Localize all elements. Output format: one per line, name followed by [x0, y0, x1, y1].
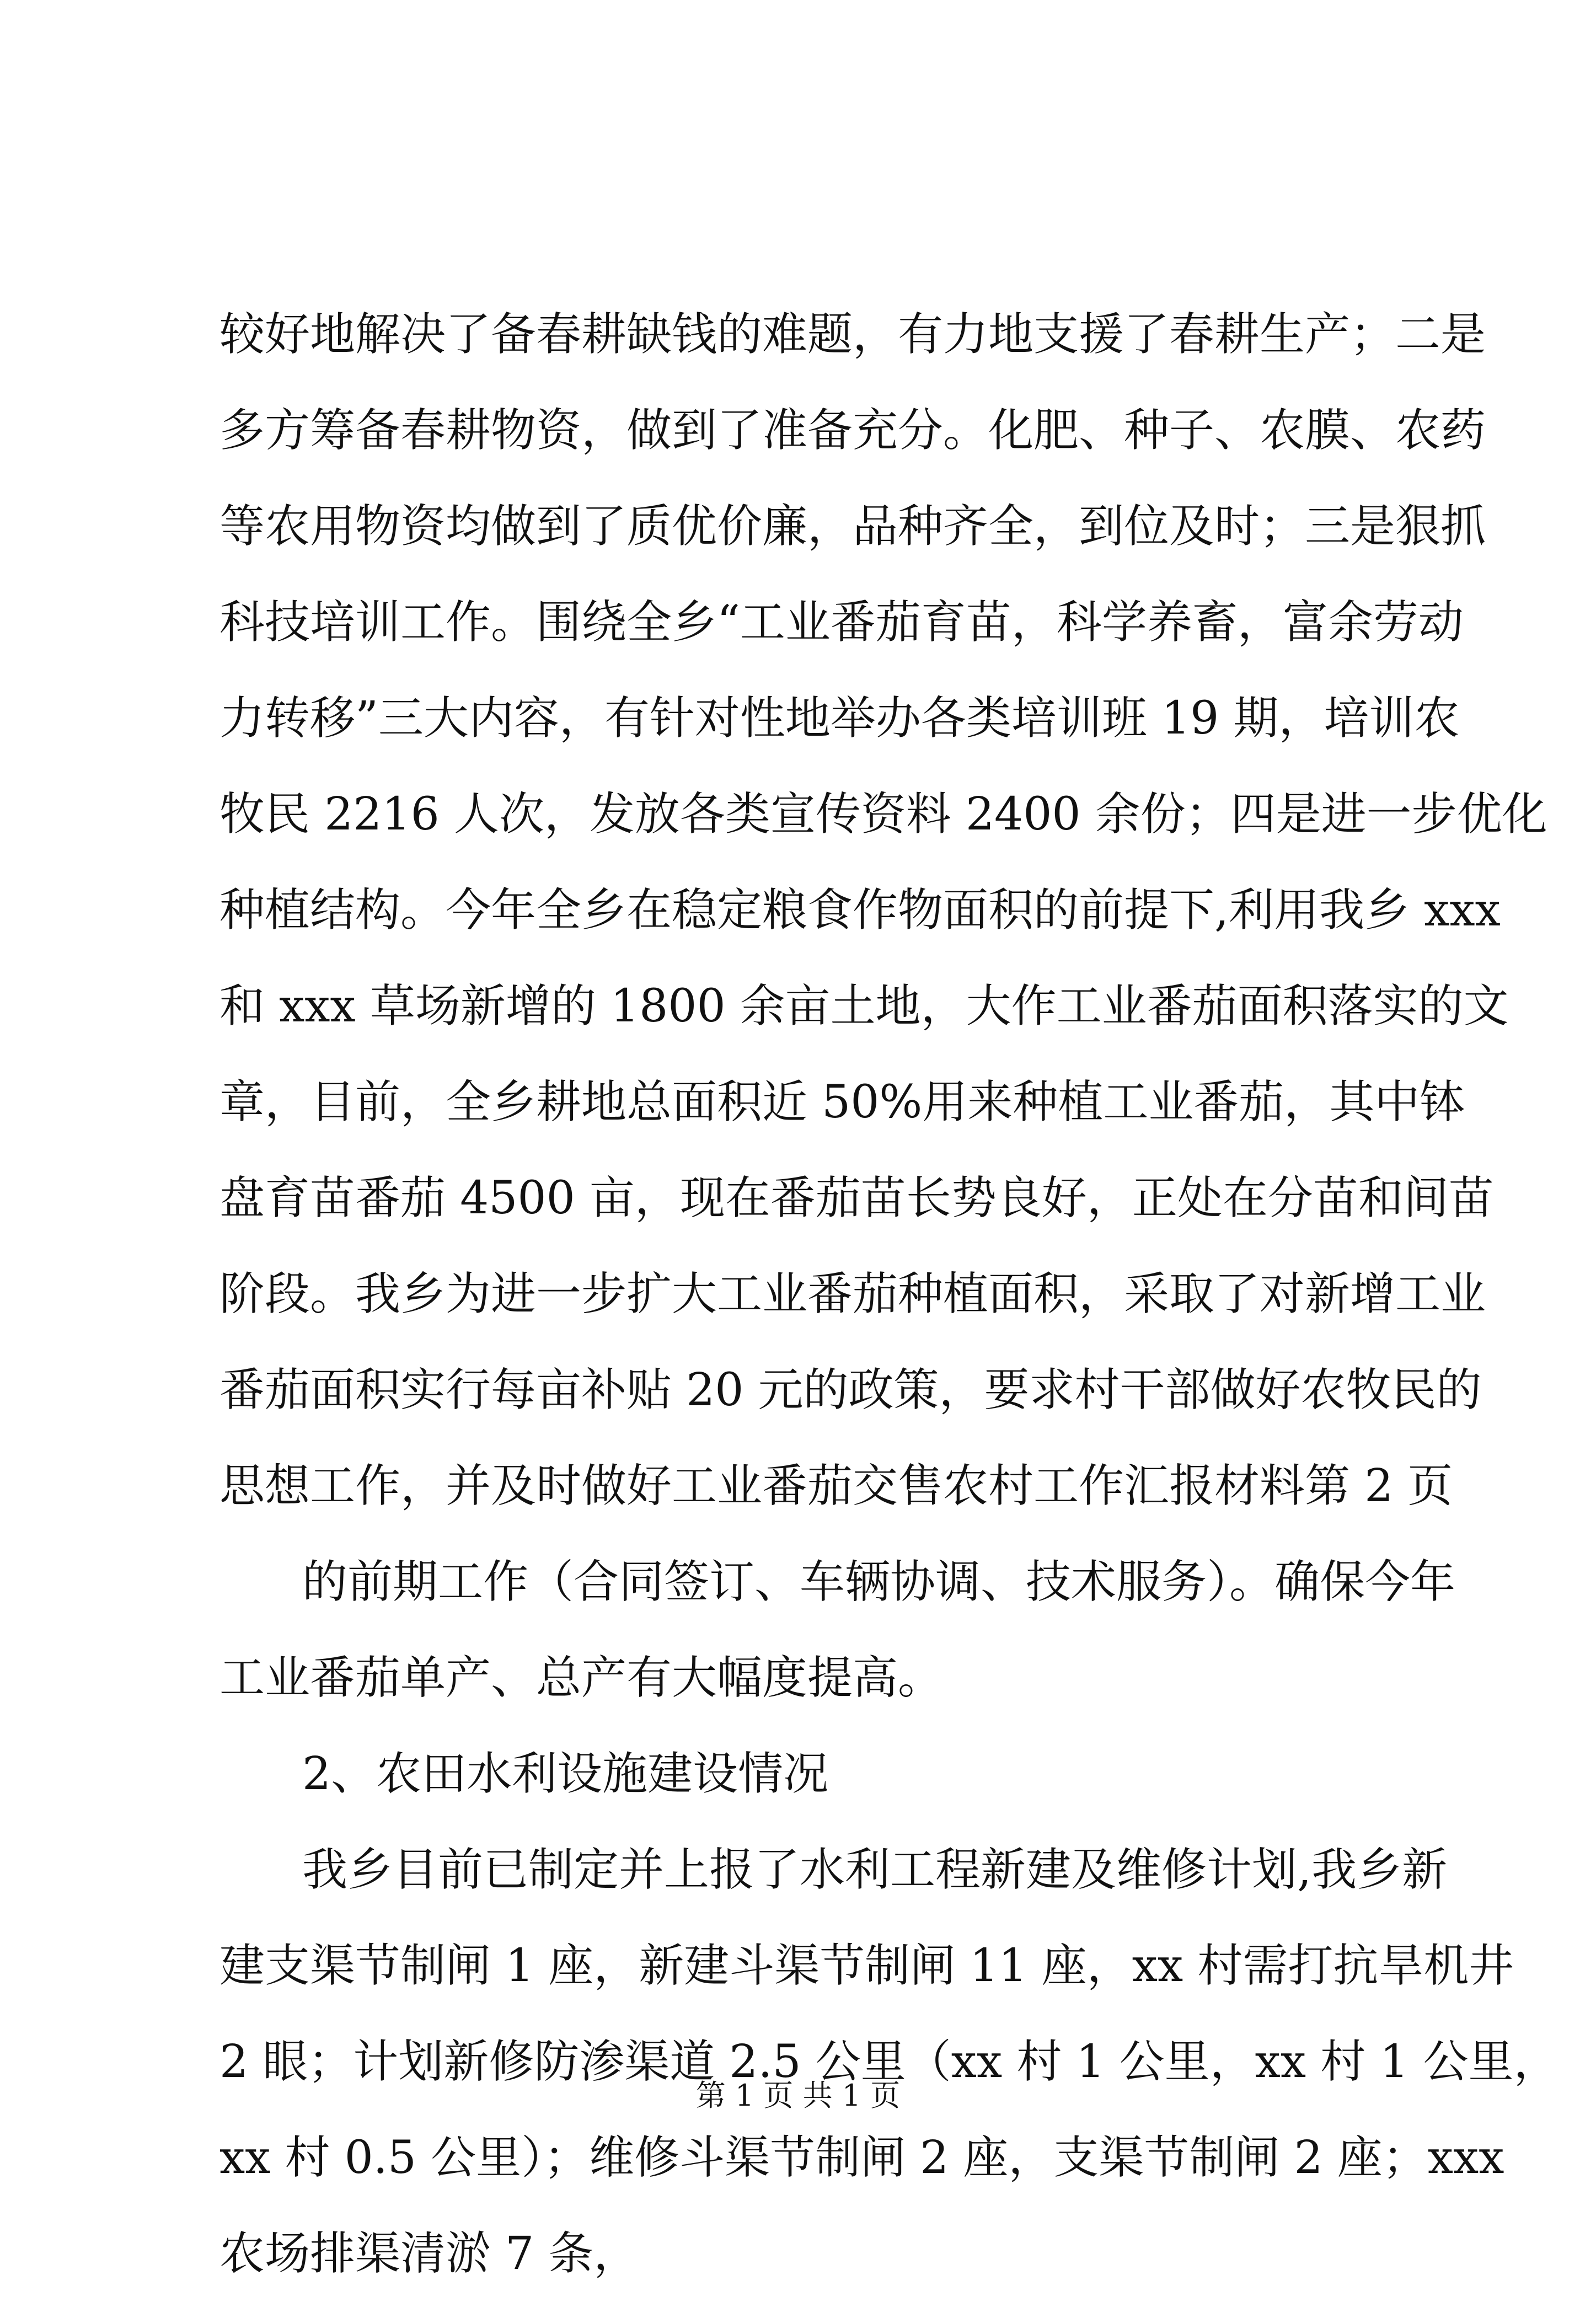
- text-line: 建支渠节制闸 1 座，新建斗渠节制闸 11 座，xx 村需打抗旱机井: [219, 1940, 1514, 1992]
- text-line: 力转移”三大内容，有针对性地举办各类培训班 19 期，培训农: [219, 692, 1460, 745]
- paragraph-start-line: 的前期工作（合同签订、车辆协调、技术服务）。确保今年: [302, 1556, 1456, 1608]
- text-line: 番茄面积实行每亩补贴 20 元的政策，要求村干部做好农牧民的: [219, 1364, 1482, 1416]
- text-line: xx 村 0.5 公里）；维修斗渠节制闸 2 座，支渠节制闸 2 座；xxx: [219, 2132, 1504, 2184]
- text-line: 阶段。我乡为进一步扩大工业番茄种植面积，采取了对新增工业: [219, 1268, 1486, 1320]
- text-line: 较好地解决了备春耕缺钱的难题，有力地支援了春耕生产；二是: [219, 308, 1486, 361]
- document-body: [219, 287, 1559, 2302]
- text-line: 种植结构。今年全乡在稳定粮食作物面积的前提下,利用我乡 xxx: [219, 884, 1501, 936]
- text-line: 科技培训工作。围绕全乡“工业番茄育苗，科学养畜，富余劳动: [219, 596, 1464, 649]
- text-line: 和 xxx 草场新增的 1800 余亩土地，大作工业番茄面积落实的文: [219, 980, 1509, 1032]
- page-footer: [0, 2074, 1596, 2118]
- section-heading: 2、农田水利设施建设情况: [302, 1748, 829, 1800]
- text-line: 农场排渠清淤 7 条，: [219, 2228, 639, 2280]
- text-line: 盘育苗番茄 4500 亩，现在番茄苗长势良好，正处在分苗和间苗: [219, 1172, 1494, 1224]
- text-line: 等农用物资均做到了质优价廉，品种齐全，到位及时；三是狠抓: [219, 500, 1486, 553]
- text-line: 章，目前，全乡耕地总面积近 50%用来种植工业番茄，其中钵: [219, 1076, 1465, 1128]
- text-line: 思想工作，并及时做好工业番茄交售农村工作汇报材料第 2 页: [219, 1460, 1453, 1512]
- page-number-label: 第 1 页 共 1 页: [695, 2078, 901, 2113]
- text-line: 多方筹备春耕物资，做到了准备充分。化肥、种子、农膜、农药: [219, 404, 1486, 457]
- text-line: 2 眼；计划新修防渗渠道 2.5 公里（xx 村 1 公里，xx 村 1 公里，: [219, 2036, 1559, 2088]
- text-line: 牧民 2216 人次，发放各类宣传资料 2400 余份；四是进一步优化: [219, 788, 1547, 841]
- paragraph-start-line: 我乡目前已制定并上报了水利工程新建及维修计划,我乡新: [302, 1844, 1448, 1896]
- text-line: 工业番茄单产、总产有大幅度提高。: [219, 1652, 944, 1704]
